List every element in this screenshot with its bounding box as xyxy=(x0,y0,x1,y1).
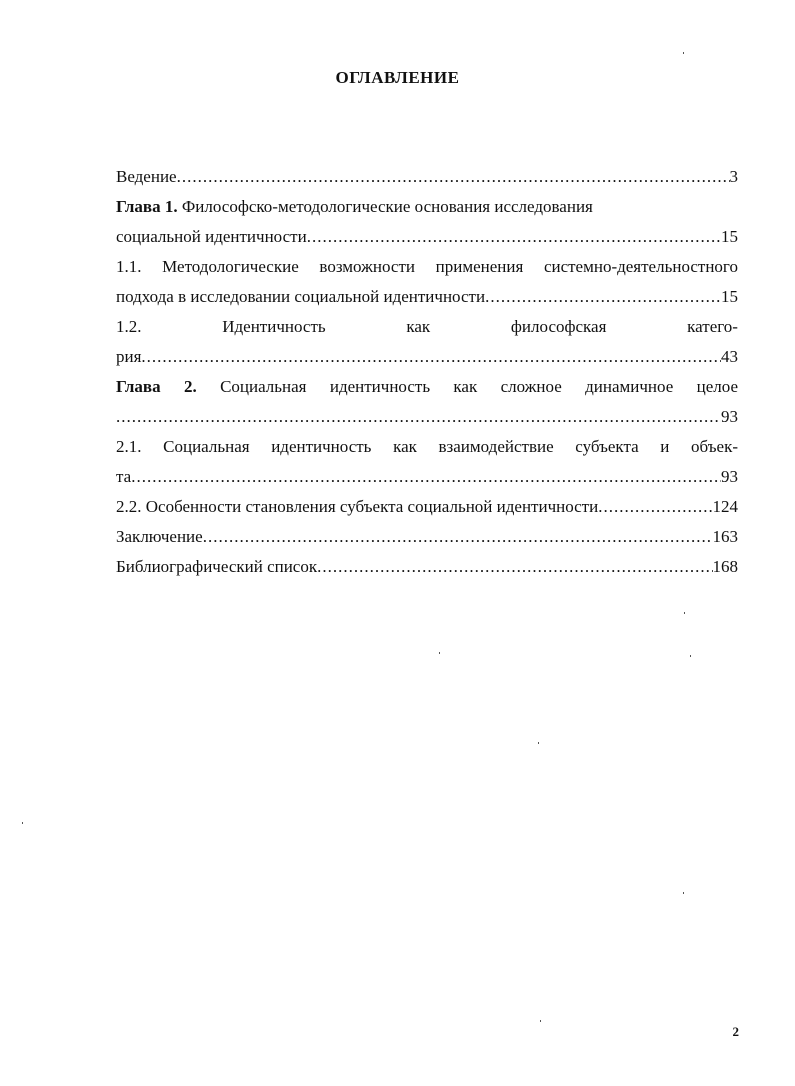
toc-2-1-title-cont: та xyxy=(116,467,132,486)
toc-leader-dots xyxy=(177,162,730,192)
toc-1-1-title: 1.1. Методологические возможности применения системно-деятельностного xyxy=(116,257,738,276)
toc-entry-intro[interactable] xyxy=(116,162,738,192)
toc-chapter2-page: 93 xyxy=(721,407,738,426)
scan-speck xyxy=(683,52,684,54)
toc-2-1-title: 2.1. Социальная идентичность как взаимодействие субъекта и объек- xyxy=(116,437,738,456)
toc-leader-dots xyxy=(485,282,721,312)
scan-speck xyxy=(22,822,23,824)
toc-entry-1-2[interactable] xyxy=(116,312,738,342)
scan-speck xyxy=(439,652,440,654)
toc-entry-1-2-cont[interactable] xyxy=(116,342,738,372)
toc-entry-conclusion[interactable] xyxy=(116,522,738,552)
toc-conclusion-page: 163 xyxy=(712,527,738,546)
toc-1-2-word: 1.2. xyxy=(116,317,142,336)
scan-speck xyxy=(690,655,691,657)
toc-chapter2-prefix: Глава 2. xyxy=(116,377,197,396)
toc-intro-page: 3 xyxy=(729,167,738,186)
toc-entry-chapter2[interactable] xyxy=(116,372,738,402)
toc-bibliography-label: Библиографический список xyxy=(116,557,318,576)
toc-leader-dots xyxy=(116,402,721,432)
scan-speck xyxy=(540,1020,541,1022)
toc-chapter1-prefix: Глава 1. xyxy=(116,197,178,216)
toc-leader-dots xyxy=(598,492,712,522)
toc-leader-dots xyxy=(317,552,712,582)
toc-1-2-word: философская xyxy=(510,317,607,336)
toc-bibliography-page: 168 xyxy=(712,557,738,576)
toc-1-2-word: как xyxy=(406,317,431,336)
toc-1-2-word: катего- xyxy=(687,317,738,336)
toc-entry-bibliography[interactable] xyxy=(116,552,738,582)
scan-speck xyxy=(683,892,684,894)
page-number: 2 xyxy=(732,1024,739,1039)
toc-leader-dots xyxy=(141,342,721,372)
toc-entry-chapter1[interactable] xyxy=(116,192,738,222)
toc-leader-dots xyxy=(307,222,721,252)
toc-entry-2-1[interactable] xyxy=(116,432,738,462)
toc-entry-chapter1-cont[interactable] xyxy=(116,222,738,252)
toc-1-1-page: 15 xyxy=(721,287,738,306)
toc-chapter1-title-cont: социальной идентичности xyxy=(116,227,307,246)
toc-chapter1-title: Философско-методологические основания исследования xyxy=(181,197,593,216)
toc-chapter1-page: 15 xyxy=(721,227,738,246)
toc-intro-label: Ведение xyxy=(116,167,177,186)
toc-2-2-title: 2.2. Особенности становления субъекта социальной идентичности xyxy=(116,497,599,516)
toc-entry-2-2[interactable] xyxy=(116,492,738,522)
toc-1-1-title-cont: подхода в исследовании социальной идентичности xyxy=(116,287,486,306)
toc-entry-2-1-cont[interactable] xyxy=(116,462,738,492)
toc-2-2-page: 124 xyxy=(712,497,738,516)
toc-leader-dots xyxy=(203,522,713,552)
page-title: ОГЛАВЛЕНИЕ xyxy=(335,68,460,87)
toc-1-2-word: Идентичность xyxy=(222,317,326,336)
toc-entry-1-1-cont[interactable] xyxy=(116,282,738,312)
toc-2-1-page: 93 xyxy=(721,467,738,486)
toc-leader-dots xyxy=(131,462,721,492)
table-of-contents xyxy=(116,162,738,582)
scan-speck xyxy=(538,742,539,744)
toc-1-2-page: 43 xyxy=(721,347,738,366)
toc-entry-chapter2-cont[interactable] xyxy=(116,402,738,432)
scan-speck xyxy=(684,612,685,614)
toc-conclusion-label: Заключение xyxy=(116,527,203,546)
toc-1-2-title-cont: рия xyxy=(116,347,142,366)
toc-chapter2-title: Социальная идентичность как сложное динамичное целое xyxy=(220,377,738,396)
toc-entry-1-1[interactable] xyxy=(116,252,738,282)
